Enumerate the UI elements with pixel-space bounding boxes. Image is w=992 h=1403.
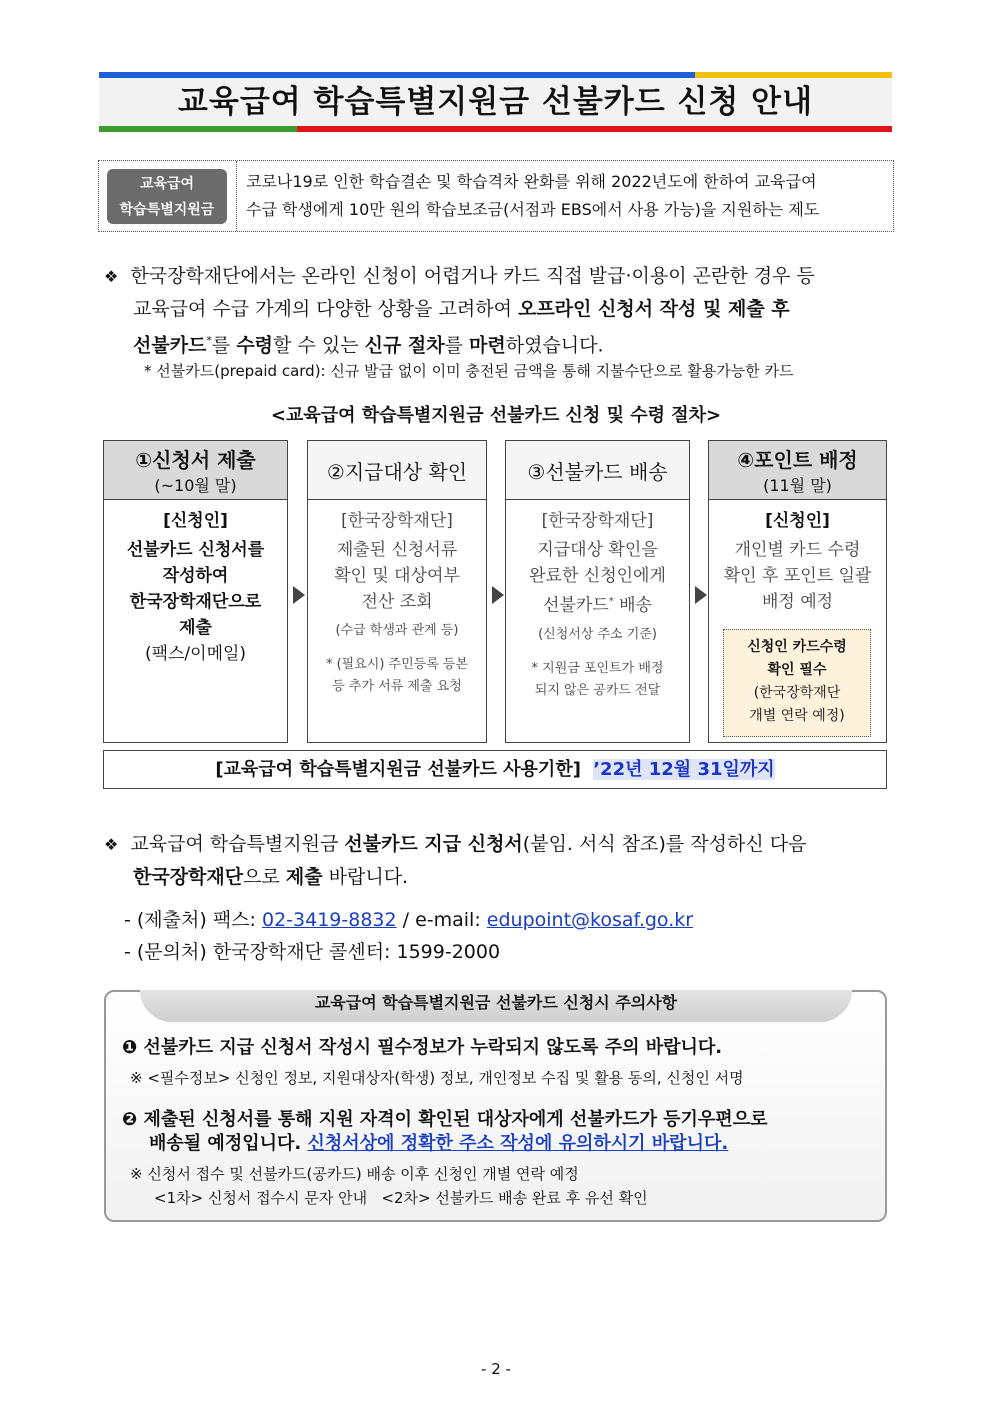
badge-line-1: 교육급여 xyxy=(139,176,195,192)
step-4-line-1: 개인별 카드 수령 xyxy=(734,540,861,560)
intro-new-procedure: 신규 절차 xyxy=(364,334,445,357)
caution-title: 교육급여 학습특별지원금 선불카드 신청시 주의사항 xyxy=(140,990,852,1022)
submit-line-1a: 교육급여 학습특별지원금 xyxy=(130,833,345,855)
intro-prepaid-card: 선불카드 xyxy=(133,334,207,357)
definition-separator xyxy=(236,161,237,231)
intro-text-f: 를 xyxy=(444,334,470,357)
intro-prepared: 마련 xyxy=(469,334,506,357)
step-3-actor: [한국장학재단] xyxy=(541,511,654,531)
process-heading: <교육급여 학습특별지원금 선불카드 신청 및 수령 절차> xyxy=(270,405,722,426)
usage-deadline-box xyxy=(103,750,887,789)
step-2-actor: [한국장학재단] xyxy=(341,511,453,531)
step-4-date: (11월 말) xyxy=(763,476,832,495)
usage-date: ’22년 12월 31일까지 xyxy=(593,759,775,780)
step-1-line-2: 작성하여 xyxy=(162,566,229,586)
submit-details xyxy=(124,904,693,968)
step-2-line-1: 제출된 신청서류 xyxy=(336,540,458,560)
submit-paragraph xyxy=(104,828,904,893)
submit-line-1c: (붙임. 서식 참조)를 작성하신 다음 xyxy=(522,833,807,855)
diamond-bullet-icon: ❖ xyxy=(104,267,119,286)
intro-line-1: 한국장학재단에서는 온라인 신청이 어렵거나 카드 직접 발급·이용이 곤란한 경우 등 xyxy=(130,265,815,287)
step-4-notice-box xyxy=(723,629,871,737)
intro-line-2b: 오프라인 신청서 작성 및 제출 후 xyxy=(517,298,790,320)
submit-to-label: - (제출처) 팩스: xyxy=(124,909,262,931)
arrow-right-icon xyxy=(492,586,504,604)
step-1-box xyxy=(103,440,288,743)
title-box xyxy=(99,78,892,126)
intro-asterisk: * xyxy=(206,334,212,347)
caution-item-2-line-2a: 배송될 예정입니다. xyxy=(149,1133,308,1154)
step-2-title: ②지급대상 확인 xyxy=(326,459,468,484)
step-2-header xyxy=(308,441,486,500)
caution-item-1 xyxy=(122,1033,722,1059)
step-2-box xyxy=(307,440,487,743)
number-2-icon: ❷ xyxy=(122,1109,138,1130)
step-4-notice-3: (한국장학재단 xyxy=(753,685,841,701)
step-1-title: ①신청서 제출 xyxy=(135,448,256,472)
step-1-actor: [신청인] xyxy=(163,511,228,531)
step-4-notice-2: 확인 필수 xyxy=(767,662,827,678)
email-link[interactable]: edupoint@kosaf.go.kr xyxy=(486,909,694,931)
inquiry-line: - (문의처) 한국장학재단 콜센터: 1599-2000 xyxy=(124,941,501,963)
step-4-header xyxy=(709,441,886,500)
step-4-notice-1: 신청인 카드수령 xyxy=(747,639,847,655)
email-label: / e-mail: xyxy=(396,909,487,931)
intro-line-2a: 교육급여 수급 가계의 다양한 상황을 고려하여 xyxy=(133,298,518,320)
submit-line-2b: 으로 xyxy=(243,866,286,888)
step-3-line-3: 선불카드 xyxy=(543,595,609,616)
caution-item-1-text: 선불카드 지급 신청서 작성시 필수정보가 누락되지 않도록 주의 바랍니다. xyxy=(143,1037,723,1058)
step-3-note-2: 되지 않은 공카드 전달 xyxy=(534,682,661,698)
step-2-line-2: 확인 및 대상여부 xyxy=(334,566,460,586)
step-3-line-2: 완료한 신청인에게 xyxy=(529,566,666,586)
step-1-header xyxy=(104,441,287,500)
step-2-sub: (수급 학생과 관계 등) xyxy=(335,623,459,638)
step-3-box xyxy=(505,440,690,743)
caution-item-1-note: ※ <필수정보> 신청인 정보, 지원대상자(학생) 정보, 개인정보 수집 및 활용 동의, 신청인 서명 xyxy=(130,1069,744,1087)
caution-item-2-notes xyxy=(130,1162,648,1210)
intro-receive: 수령 xyxy=(236,334,274,357)
submit-line-2d: 바랍니다. xyxy=(322,866,409,888)
page-title: 교육급여 학습특별지원금 선불카드 신청 안내 xyxy=(177,84,814,120)
caution-item-2 xyxy=(122,1108,767,1156)
definition-line-1: 코로나19로 인한 학습결손 및 학습격차 완화를 위해 2022년도에 한하여 교육급여 xyxy=(246,172,817,191)
step-3-note-1: * 지원금 포인트가 배정 xyxy=(531,660,664,676)
caution-item-2-note-1: ※ 신청서 접수 및 선불카드(공카드) 배송 이후 신청인 개별 연락 예정 xyxy=(130,1165,579,1183)
arrow-right-icon xyxy=(695,586,707,604)
intro-footnote: * 선불카드(prepaid card): 신규 발급 없이 이미 충전된 금액을 통해 지불수단으로 활용가능한 카드 xyxy=(144,362,794,380)
submit-line-1b: 선불카드 지급 신청서 xyxy=(344,833,523,855)
caution-item-2-line-2b: 신청서상에 정확한 주소 작성에 유의하시기 바랍니다. xyxy=(307,1133,729,1154)
step-2-line-3: 전산 조회 xyxy=(361,592,433,612)
caution-item-2-note-2: <1차> 신청서 접수시 문자 안내 <2차> 선불카드 배송 완료 후 유선 확인 xyxy=(154,1189,648,1207)
intro-paragraph xyxy=(104,260,904,361)
diamond-bullet-icon: ❖ xyxy=(104,835,119,854)
number-1-icon: ❶ xyxy=(122,1037,138,1058)
fax-number-link[interactable]: 02-3419-8832 xyxy=(261,909,397,931)
definition-badge xyxy=(107,169,227,224)
step-4-title: ④포인트 배정 xyxy=(737,448,858,472)
definition-text xyxy=(246,168,888,224)
step-1-line-1: 선불카드 신청서를 xyxy=(126,540,265,560)
title-bar-bottom xyxy=(99,126,892,132)
step-1-line-3: 한국장학재단으로 xyxy=(129,592,262,612)
step-1-line-4: 제출 xyxy=(179,618,212,638)
submit-line-2a: 한국장학재단 xyxy=(133,866,244,888)
intro-text-b: 를 xyxy=(211,334,237,357)
submit-line-2c: 제출 xyxy=(285,866,323,888)
intro-text-d: 할 수 있는 xyxy=(273,334,365,357)
badge-line-2: 학습특별지원금 xyxy=(119,202,215,218)
step-2-note-1: * (필요시) 주민등록 등본 xyxy=(325,657,469,672)
arrow-right-icon xyxy=(293,586,305,604)
intro-text-h: 하였습니다. xyxy=(505,334,604,357)
step-4-line-3: 배정 예정 xyxy=(761,592,834,612)
caution-item-2-line-1: 제출된 신청서를 통해 지원 자격이 확인된 대상자에게 선불카드가 등기우편으로 xyxy=(143,1109,768,1130)
definition-line-2: 수급 학생에게 10만 원의 학습보조금(서점과 EBS에서 사용 가능)을 지원하는 제도 xyxy=(246,200,820,219)
step-1-sub: (팩스/이메일) xyxy=(144,644,247,664)
step-3-sub: (신청서상 주소 기준) xyxy=(538,626,657,642)
step-3-header xyxy=(506,441,689,500)
step-2-note-2: 등 추가 서류 제출 요청 xyxy=(332,679,462,694)
step-3-line-4: 배송 xyxy=(619,595,652,616)
page-number: - 2 - xyxy=(481,1360,511,1378)
step-4-line-2: 확인 후 포인트 일괄 xyxy=(723,566,872,586)
usage-label: [교육급여 학습특별지원금 선불카드 사용기한] xyxy=(215,759,581,780)
step-3-line-1: 지급대상 확인을 xyxy=(537,540,658,560)
step-1-date: (~10월 말) xyxy=(154,476,237,495)
step-3-title: ③선불카드 배송 xyxy=(527,459,668,484)
step-4-notice-4: 개별 연락 예정) xyxy=(749,708,845,724)
step-4-actor: [신청인] xyxy=(765,511,830,531)
step-3-asterisk: * xyxy=(608,596,614,607)
